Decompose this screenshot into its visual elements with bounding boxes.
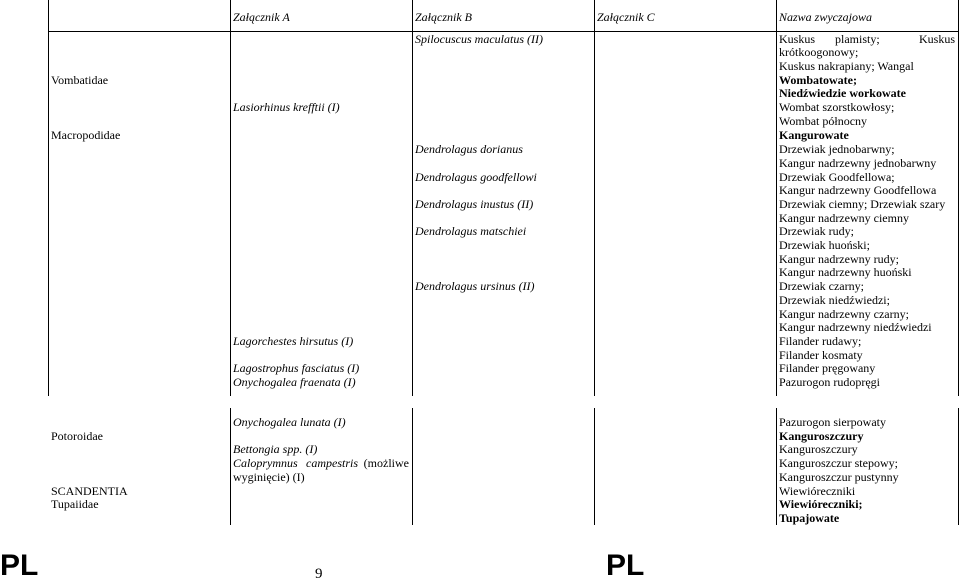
annex-a-onychogalea-lunata: Onychogalea lunata (I) xyxy=(233,415,346,429)
table1-col-divider-a xyxy=(230,0,231,396)
wombat-heading-1: Wombatowate; xyxy=(779,73,857,87)
family-macropodidae: Macropodidae xyxy=(51,128,121,142)
wombat-heading-2: Niedźwiedzie workowate xyxy=(779,86,906,100)
annex-a-caloprymnus-line-2: wyginięcie) (I) xyxy=(233,470,305,484)
wombat-common-1: Wombat szorstkowłosy; xyxy=(779,100,895,114)
common-line: Drzewiak ciemny; Drzewiak szary xyxy=(779,197,946,211)
annex-b-dendrolagus-inustus: Dendrolagus inustus (II) xyxy=(415,197,534,211)
common-line: Kangur nadrzewny ciemny xyxy=(779,211,909,225)
table1-col-divider-name xyxy=(776,0,777,396)
common-line: Drzewiak jednobarwny; xyxy=(779,142,895,156)
header-annex-b: Załącznik B xyxy=(415,10,472,24)
kuskus-word-2: plamisty; xyxy=(835,32,880,46)
table1-col-divider-c xyxy=(594,0,595,396)
common-line: Drzewiak Goodfellowa; xyxy=(779,170,895,184)
caloprymnus-word-2: campestris xyxy=(306,456,358,470)
table2-col-divider-b xyxy=(412,408,413,525)
annex-a-caloprymnus-line-1 xyxy=(233,457,409,471)
order-scandentia: SCANDENTIA xyxy=(51,484,128,498)
caloprymnus-word-1: Caloprymnus xyxy=(233,456,298,470)
table2-col-divider-name xyxy=(776,408,777,525)
kuskus-line-2: krótkoogonowy; xyxy=(779,45,859,59)
table1-left-border xyxy=(48,0,49,396)
common-line: Kangur nadrzewny czarny; xyxy=(779,307,909,321)
common-kanguroszczury: Kanguroszczury xyxy=(779,442,858,456)
annex-b-dendrolagus-goodfellowi: Dendrolagus goodfellowi xyxy=(415,170,537,184)
common-stepowy: Kanguroszczur stepowy; xyxy=(779,456,898,470)
common-line: Filander rudawy; xyxy=(779,334,862,348)
common-line: Filander pręgowany xyxy=(779,361,876,375)
common-line: Drzewiak rudy; xyxy=(779,224,854,238)
common-line: Kangur nadrzewny jednobarwny xyxy=(779,156,937,170)
header-annex-c: Załącznik C xyxy=(597,10,655,24)
family-vombatidae: Vombatidae xyxy=(51,73,109,87)
tupajowate-heading: Tupajowate xyxy=(779,511,840,525)
annex-b-dendrolagus-dorianus: Dendrolagus dorianus xyxy=(415,142,523,156)
annex-a-bettongia: Bettongia spp. (I) xyxy=(233,442,318,456)
table2-col-divider-c xyxy=(594,408,595,525)
table2-right-border xyxy=(958,408,959,525)
family-tupaiidae: Tupaiidae xyxy=(51,497,99,511)
annex-a-lagostrophus: Lagostrophus fasciatus (I) xyxy=(233,361,360,375)
table1-col-divider-b xyxy=(412,0,413,396)
annex-a-lasiorhinus: Lasiorhinus krefftii (I) xyxy=(233,100,340,114)
kangaroo-heading: Kangurowate xyxy=(779,128,849,142)
common-line: Drzewiak czarny; xyxy=(779,279,864,293)
common-pustynny: Kanguroszczur pustynny xyxy=(779,470,899,484)
annex-b-spilocuscus: Spilocuscus maculatus (II) xyxy=(415,32,543,46)
common-line: Pazurogon rudopręgi xyxy=(779,375,880,389)
common-line: Kangur nadrzewny Goodfellowa xyxy=(779,183,937,197)
annex-a-onychogalea-fraenata: Onychogalea fraenata (I) xyxy=(233,375,356,389)
table1-right-border xyxy=(958,0,959,396)
annex-a-lagorchestes: Lagorchestes hirsutus (I) xyxy=(233,334,354,348)
kanguroszczury-heading: Kanguroszczury xyxy=(779,429,864,443)
kuskus-line-3: Kuskus nakrapiany; Wangal xyxy=(779,59,914,73)
kuskus-word-1: Kuskus xyxy=(779,32,816,46)
family-potoroidae: Potoroidae xyxy=(51,429,103,443)
kuskus-word-3: Kuskus xyxy=(918,32,955,46)
annex-b-dendrolagus-ursinus: Dendrolagus ursinus (II) xyxy=(415,279,535,293)
common-wiewioreczniki: Wiewióreczniki xyxy=(779,484,856,498)
footer-page-number: 9 xyxy=(315,566,323,582)
header-common-name: Nazwa zwyczajowa xyxy=(779,10,873,24)
caloprymnus-word-3: (możliwe xyxy=(363,456,409,470)
common-line: Kangur nadrzewny huoński xyxy=(779,265,912,279)
wiewioreczniki-heading: Wiewióreczniki; xyxy=(779,497,863,511)
common-line: Kangur nadrzewny niedźwiedzi xyxy=(779,320,932,334)
table2-col-divider-a xyxy=(230,408,231,525)
common-pazurogon: Pazurogon sierpowaty xyxy=(779,415,886,429)
footer-language-right: PL xyxy=(606,549,645,582)
common-line: Drzewiak huoński; xyxy=(779,238,870,252)
annex-b-dendrolagus-matschiei: Dendrolagus matschiei xyxy=(415,224,527,238)
wombat-common-2: Wombat północny xyxy=(779,114,868,128)
common-line: Filander kosmaty xyxy=(779,348,863,362)
footer-language-left: PL xyxy=(0,549,39,582)
common-line: Drzewiak niedźwiedzi; xyxy=(779,293,890,307)
common-line: Kangur nadrzewny rudy; xyxy=(779,252,899,266)
header-annex-a: Załącznik A xyxy=(233,10,290,24)
